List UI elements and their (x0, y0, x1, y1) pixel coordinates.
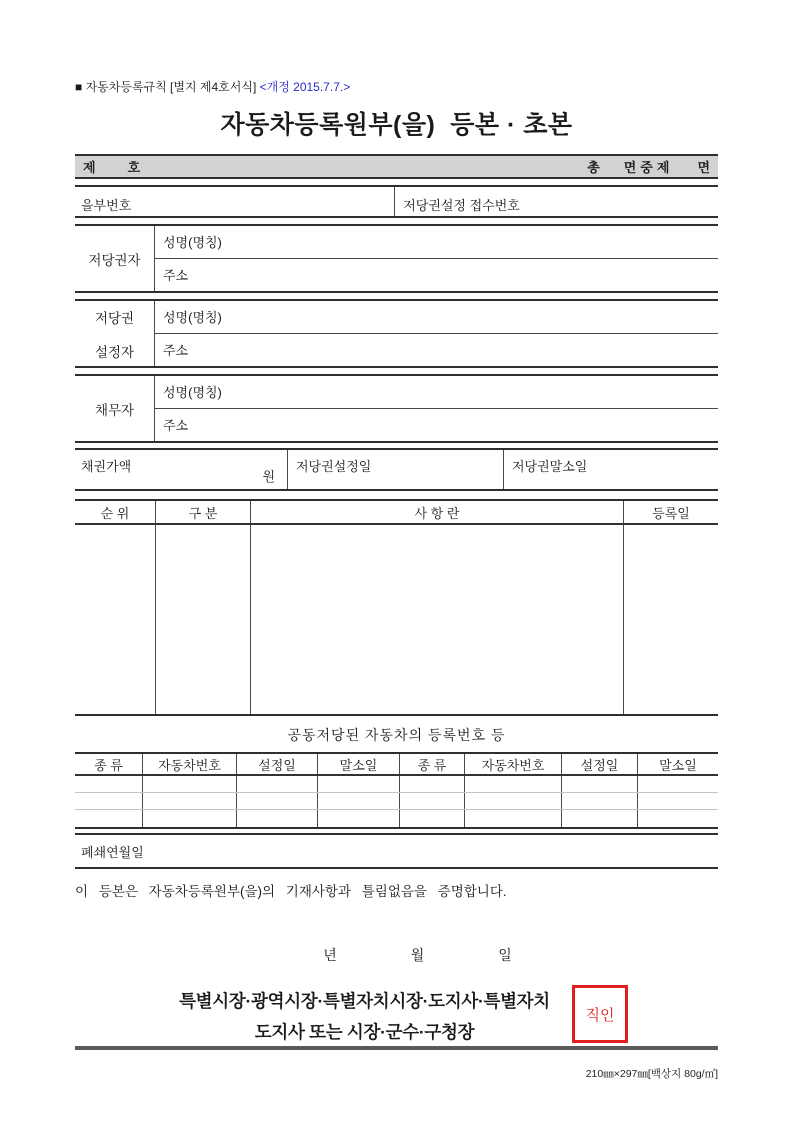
col-type-2: 종 류 (400, 754, 465, 774)
debtor-section (75, 374, 718, 443)
day-label: 일 (498, 947, 512, 963)
col-category: 구 분 (156, 501, 251, 523)
paper-size-note: 210㎜×297㎜[백상지 80g/㎡] (585, 1068, 718, 1080)
registration-date-cell-empty (624, 525, 718, 714)
col-rank: 순 위 (75, 501, 156, 523)
col-type-1: 종 류 (75, 754, 143, 774)
mortgagee-section (75, 224, 718, 293)
bottom-rule (75, 1046, 718, 1050)
page-total-label: 총 (587, 160, 600, 175)
form-revision-text: <개정 2015.7.7.> (259, 80, 351, 94)
pages-of-label: 면중제 (623, 160, 674, 175)
joint-mortgage-table (75, 752, 718, 829)
document-number-bar (75, 154, 718, 179)
mortgagor-section (75, 299, 718, 368)
doc-number-left (83, 157, 140, 176)
mortgagor-fields (155, 301, 718, 366)
mortgagor-name-field: 성명(명칭) (155, 301, 718, 334)
mortgagor-address-field: 주소 (163, 343, 189, 358)
joint-table-row (75, 776, 718, 793)
mortgagee-label (75, 226, 155, 291)
seal-label: 직인 (585, 1006, 615, 1024)
doc-no-prefix: 제 (83, 160, 96, 175)
col-set-date-2: 설정일 (562, 754, 638, 774)
mortgagee-address-field: 주소 (163, 268, 189, 283)
joint-table-row (75, 810, 718, 827)
mortgagee-name-field: 성명(명칭) (155, 226, 718, 259)
page-unit-label: 면 (697, 160, 710, 175)
mortgagor-label-line2: 설정자 (94, 344, 135, 360)
matters-table-header (75, 501, 718, 525)
mortgage-set-date-cell: 저당권설정일 (288, 450, 504, 489)
debtor-label (75, 376, 155, 441)
issuer-block (75, 986, 718, 1048)
issuer-title-line1: 특별시장·광역시장·특별자치시장·도지사·특별자치 (179, 991, 550, 1011)
year-label: 년 (323, 947, 337, 963)
col-registration-date: 등록일 (652, 505, 690, 521)
certification-statement: 이 등본은 자동차등록원부(을)의 기재사항과 틀림없음을 증명합니다. (75, 884, 507, 899)
col-matters: 사 항 란 (251, 501, 624, 523)
debtor-label-text: 채무자 (94, 402, 135, 418)
form-rule-text: ■ 자동차등록규칙 [별지 제4호서식] (75, 80, 260, 94)
col-cancel-date-2: 말소일 (659, 757, 697, 773)
mortgagee-fields (155, 226, 718, 291)
mortgage-cancel-date-cell: 저당권말소일 (512, 459, 588, 474)
won-unit-label: 원 (262, 469, 275, 484)
claim-amount-cell (75, 450, 288, 489)
closure-date-row: 폐쇄연월일 (75, 833, 718, 869)
page-content (75, 0, 718, 1048)
receipt-number-cell: 저당권설정 접수번호 (403, 198, 520, 213)
official-seal-box (572, 985, 628, 1043)
col-vehicle-no-1: 자동차번호 (143, 754, 237, 774)
doc-no-suffix: 호 (127, 160, 141, 175)
matters-table-body (75, 525, 718, 714)
month-label: 월 (410, 947, 425, 963)
matters-cell-empty (251, 525, 624, 714)
issuer-title-line2: 도지사 또는 시장·군수·구청장 (254, 1022, 475, 1043)
eul-number-cell: 을부번호 (75, 187, 395, 216)
mortgagor-label (75, 301, 155, 366)
col-set-date-1: 설정일 (237, 754, 318, 774)
form-notice (75, 78, 718, 95)
col-cancel-date-1: 말소일 (318, 754, 400, 774)
debtor-address-field: 주소 (163, 418, 189, 433)
joint-mortgage-title: 공동저당된 자동차의 등록번호 등 (287, 727, 506, 743)
debtor-fields (155, 376, 718, 441)
col-vehicle-no-2: 자동차번호 (465, 754, 562, 774)
issue-date-line (75, 945, 718, 965)
registration-number-row (75, 185, 718, 218)
mortgagor-label-line1: 저당권 (94, 310, 135, 326)
joint-table-row (75, 793, 718, 810)
category-cell-empty (156, 525, 251, 714)
debtor-name-field: 성명(명칭) (155, 376, 718, 409)
mortgagee-label-text: 저당권자 (88, 252, 141, 268)
doc-page-count (587, 157, 710, 176)
claim-amount-label: 채권가액 (81, 459, 132, 474)
claim-amount-row (75, 448, 718, 491)
rank-cell-empty (75, 525, 156, 714)
matters-table (75, 499, 718, 716)
joint-table-header (75, 754, 718, 776)
page-title: 자동차등록원부(을) 등본 · 초본 (220, 111, 573, 139)
